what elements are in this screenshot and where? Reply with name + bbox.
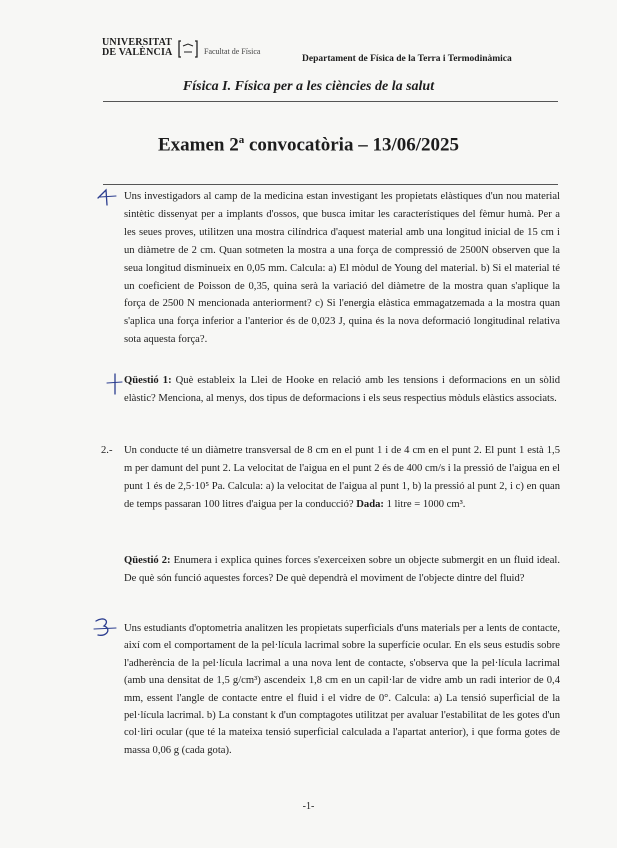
- handwritten-mark-icon: [104, 372, 124, 396]
- handwritten-number-3-icon: [92, 615, 120, 641]
- page-number: -1-: [302, 801, 315, 812]
- divider: [103, 184, 558, 185]
- exam-title-superscript: a: [238, 134, 245, 146]
- letterhead: [96, 38, 556, 68]
- handwritten-number-1-icon: [96, 186, 120, 208]
- university-name-line2: DE VALÈNCIA: [102, 47, 173, 58]
- problem-2: [124, 442, 560, 514]
- exam-title-date: convocatòria – 13/06/2025: [244, 134, 460, 156]
- question-2: [124, 552, 560, 588]
- divider: [103, 101, 558, 102]
- question-2-text: Enumera i explica quines forces s'exerceixen sobre un objecte submergit en un fluid ideal. De què són funció aquestes forces? De què dependrà el moviment de l'objecte dintre del fluid?: [124, 555, 560, 584]
- exam-title-main: Examen 2: [157, 134, 239, 156]
- problem-2-text: Un conducte té un diàmetre transversal de 8 cm en el punt 1 i de 4 cm en el punt 2. El punt 1 està 1,5 m per damunt del punt 2. La velocitat de l'aigua en el punt 2 és de 400 cm/s i la pressió de l'aigua en el punt 1 és de 2,5·10⁵ Pa. Calcula: a) la velocitat de l'aigua al punt 1, b) la pressió al punt 2, i c) en quan de temps passaran 100 litres d'aigua per la conducció?: [124, 445, 560, 510]
- question-2-label: Qüestió 2:: [124, 555, 171, 566]
- problem-3-text: Uns estudiants d'optometria analitzen les propietats superficials d'uns materials per a lents de contacte, així com el comportament de la pel·lícula lacrimal sobre la superfície ocular. En els seus estudis sobre l'adherència de la pel·lícula lacrimal a una nova lent de contacte, s'observa que la pel·lícula lacrimal (amb una densitat de 1,5 g/cm³) ascendeix 1,8 cm en un capil·lar de vidre amb un radi interior de 0,4 mm, essent l'angle de contacte entre el fluid i el vidre de 0°. Calcula: a) La tensió superficial de la pel·lícula lacrimal. b) La constant k d'un comptagotes utilitzat per avaluar l'estabilitat de les gotes d'un col·liri ocular (que té la mateixa tensió superficial calculada a l'apartat anterior), i que forma gotes de massa 0,06 g (cada gota).: [124, 623, 560, 756]
- problem-3: [124, 620, 560, 759]
- university-logo: [102, 38, 172, 58]
- question-1-text: Què estableix la Llei de Hooke en relació amb les tensions i deformacions en un sòlid elàstic? Menciona, al menys, dos tipus de deformacions i els seus respectius mòduls elàstics associats.: [124, 375, 561, 404]
- university-name-line1: UNIVERSITAT: [102, 37, 173, 48]
- faculty-name: Facultat de Física: [204, 47, 261, 56]
- problem-2-data-label: Dada:: [356, 498, 384, 510]
- department-name: Departament de Física de la Terra i Termodinàmica: [302, 54, 512, 64]
- problem-1-text: Uns investigadors al camp de la medicina estan investigant les propietats elàstiques d'un nou material sintètic dissenyat per a implants d'ossos, que busca imitar les característiques del fèmur humà. Per a les seues proves, utilitzen una mostra cilíndrica d'aquest material amb una longitud inicial de 15 cm i un diàmetre de 2 cm. Quan sotmeten la mostra a una força de compressió de 2500N observen que la seua longitud disminueix en 0,05 mm. Calcula: a) El mòdul de Young del material. b) Si el material té un coeficient de Poisson de 0,35, quina serà la variació del diàmetre de la mostra quan s'aplique la força de 2500 N mencionada anteriorment? c) Si l'energia elàstica emmagatzemada a la mostra quan s'aplica una força inferior a l'anterior és de 0,023 J, quina és la nova deformació longitudinal relativa sota aquesta força?.: [124, 191, 560, 346]
- problem-2-data-text: 1 litre = 1000 cm³.: [383, 498, 466, 510]
- subject-title: Física I. Física per a les ciències de la salut: [182, 79, 435, 94]
- question-1: [124, 372, 560, 408]
- problem-2-number: 2.-: [101, 445, 113, 456]
- question-1-label: Qüestió 1:: [124, 375, 172, 386]
- problem-1: [124, 188, 560, 349]
- university-emblem-icon: [178, 40, 198, 58]
- exam-title: [0, 134, 617, 156]
